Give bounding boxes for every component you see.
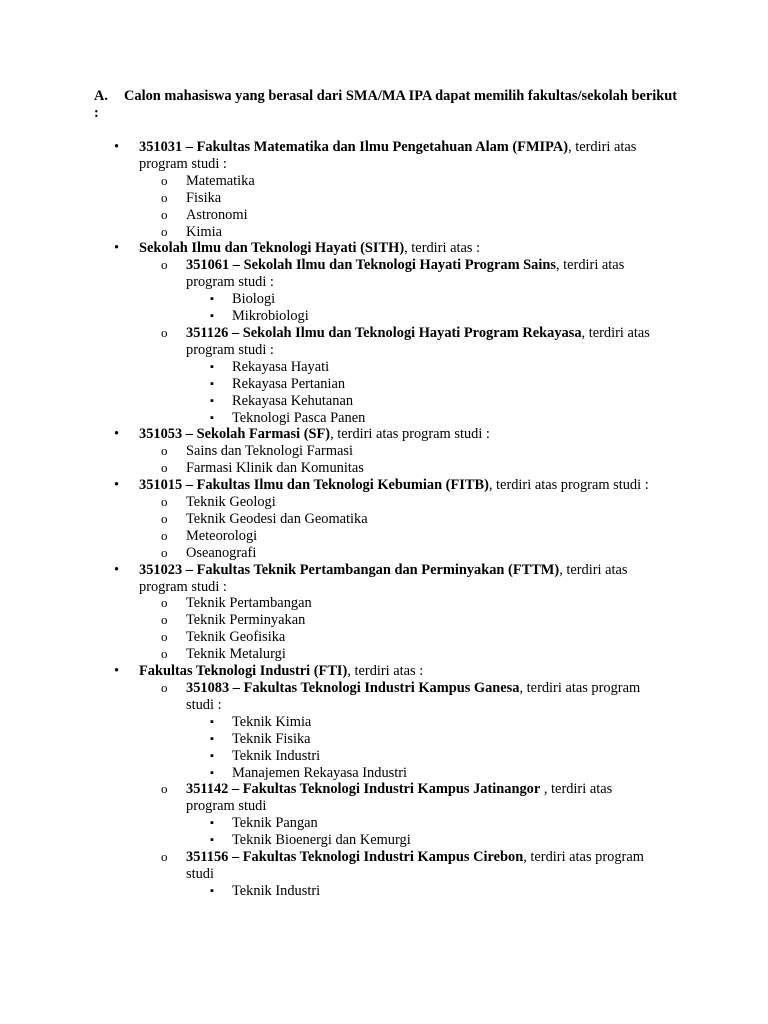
faculty-item-title: 351023 – Fakultas Teknik Pertambangan dan Perminyakan (FTTM)	[139, 561, 560, 578]
sub-faculty-item-suffix: , terdiri atas program studi	[186, 781, 613, 815]
faculty-item-title: 351053 – Sekolah Farmasi (SF)	[139, 426, 331, 443]
program-item-text: Teknik Pertambangan	[186, 595, 312, 612]
bullet-marker: o	[161, 629, 168, 645]
program-item	[0, 731, 662, 748]
bullet-marker: o	[161, 257, 168, 273]
bullet-marker: ▪	[210, 360, 214, 373]
program-item	[0, 410, 662, 427]
program-item-text: Fisika	[186, 189, 222, 206]
program-item-text: Sains dan Teknologi Farmasi	[186, 443, 354, 460]
bullet-marker: •	[114, 426, 120, 443]
bullet-marker: o	[161, 527, 168, 543]
program-item-text: Mikrobiologi	[232, 308, 309, 325]
bullet-marker: o	[161, 223, 168, 239]
bullet-marker: ▪	[210, 411, 214, 424]
bullet-marker: o	[161, 443, 168, 459]
program-item	[0, 376, 662, 393]
program-item-text: Rekayasa Pertanian	[232, 375, 346, 392]
program-item-text: Matematika	[186, 172, 255, 189]
bullet-marker: ▪	[210, 293, 214, 306]
sub-faculty-item-title: 351156 – Fakultas Teknologi Industri Kampus Cirebon	[186, 849, 524, 866]
sub-faculty-item	[0, 781, 658, 815]
program-item	[0, 224, 658, 241]
program-item	[0, 173, 658, 190]
program-item	[0, 832, 662, 849]
sub-faculty-item-suffix: , terdiri atas program studi :	[186, 257, 625, 291]
sub-faculty-item-suffix: , terdiri atas program studi :	[186, 680, 641, 713]
sub-faculty-item	[0, 680, 658, 714]
sub-faculty-item	[0, 257, 658, 291]
program-item	[0, 207, 658, 224]
faculty-item-title: 351015 – Fakultas Ilmu dan Teknologi Kebumian (FITB)	[139, 477, 489, 494]
faculty-item	[0, 663, 659, 680]
sub-faculty-item	[0, 325, 658, 359]
program-item	[0, 765, 662, 782]
faculty-item-title: 351031 – Fakultas Matematika dan Ilmu Pengetahuan Alam (FMIPA)	[139, 139, 569, 155]
faculty-item-title: Sekolah Ilmu dan Teknologi Hayati (SITH)	[139, 240, 405, 257]
bullet-marker: o	[161, 595, 168, 611]
sub-faculty-item-suffix: , terdiri atas program studi :	[186, 324, 650, 358]
program-item	[0, 528, 658, 545]
faculty-item	[0, 562, 659, 596]
bullet-marker: ▪	[210, 377, 214, 390]
program-item-text: Biologi	[232, 291, 276, 308]
program-item-text: Meteorologi	[186, 527, 258, 544]
bullet-marker: •	[114, 139, 120, 155]
bullet-marker: o	[161, 172, 168, 188]
program-item-text: Teknik Pangan	[232, 815, 318, 832]
faculty-item-suffix: , terdiri atas program studi :	[488, 477, 649, 494]
faculty-item-title: Fakultas Teknologi Industri (FTI)	[139, 663, 348, 680]
faculty-item-suffix: , terdiri atas :	[404, 240, 481, 257]
faculty-item	[0, 477, 659, 494]
bullet-marker: o	[161, 680, 168, 695]
program-item	[0, 291, 662, 308]
program-item-text: Teknik Metalurgi	[186, 646, 286, 663]
bullet-marker: •	[114, 477, 120, 494]
program-item	[0, 494, 658, 511]
bullet-marker: ▪	[210, 749, 214, 762]
program-item-text: Teknik Geodesi dan Geomatika	[186, 510, 368, 527]
bullet-marker: ▪	[210, 817, 214, 830]
bullet-marker: o	[161, 612, 168, 628]
bullet-marker: o	[161, 324, 168, 340]
program-item-text: Teknik Fisika	[232, 730, 311, 747]
program-item-text: Oseanografi	[186, 544, 257, 561]
program-item	[0, 443, 658, 460]
program-item-text: Kimia	[186, 223, 222, 240]
program-item	[0, 393, 662, 410]
bullet-marker: o	[161, 206, 168, 222]
faculty-item	[0, 240, 659, 257]
bullet-marker: o	[161, 494, 168, 510]
bullet-marker: ▪	[210, 766, 214, 779]
bullet-marker: o	[161, 849, 168, 865]
faculty-item-suffix: , terdiri atas :	[347, 663, 424, 680]
bullet-marker: ▪	[210, 732, 214, 745]
program-item-text: Teknologi Pasca Panen	[232, 409, 366, 426]
bullet-marker: ▪	[210, 394, 214, 407]
program-item-text: Teknik Bioenergi dan Kemurgi	[232, 832, 411, 849]
program-item	[0, 595, 658, 612]
bullet-marker: ▪	[210, 715, 214, 728]
program-item-text: Teknik Perminyakan	[186, 612, 306, 629]
program-item	[0, 748, 662, 765]
program-item-text: Teknik Geofisika	[186, 629, 286, 646]
bullet-marker: o	[161, 460, 168, 476]
bullet-marker: •	[114, 663, 120, 680]
program-item	[0, 460, 658, 477]
program-item-text: Astronomi	[186, 206, 248, 223]
faculty-item-suffix: , terdiri atas program studi :	[139, 561, 628, 595]
bullet-marker: o	[161, 646, 168, 662]
faculty-item	[0, 139, 659, 173]
faculty-item	[0, 426, 659, 443]
bullet-marker: o	[161, 510, 168, 526]
bullet-marker: ▪	[210, 834, 214, 847]
bullet-marker: ▪	[210, 884, 214, 897]
sub-faculty-item-title: 351126 – Sekolah Ilmu dan Teknologi Hayati Program Rekayasa	[186, 324, 582, 341]
faculty-list	[0, 139, 768, 900]
bullet-marker: o	[161, 544, 168, 560]
program-item	[0, 190, 658, 207]
program-item-text: Rekayasa Kehutanan	[232, 392, 354, 409]
program-item	[0, 359, 662, 376]
program-item	[0, 545, 658, 562]
program-item-text: Teknik Kimia	[232, 713, 312, 730]
sub-faculty-item	[0, 849, 658, 883]
sub-faculty-item-suffix: , terdiri atas program studi	[186, 849, 644, 882]
program-item-text: Rekayasa Hayati	[232, 358, 330, 375]
sub-faculty-item-title: 351083 – Fakultas Teknologi Industri Kampus Ganesa	[186, 680, 520, 696]
sub-faculty-item-title: 351061 – Sekolah Ilmu dan Teknologi Hayati Program Sains	[186, 257, 556, 274]
section-heading	[94, 88, 684, 122]
program-item	[0, 612, 658, 629]
faculty-item-suffix: , terdiri atas program studi :	[330, 426, 490, 443]
program-item-text: Teknik Industri	[232, 882, 321, 899]
sub-faculty-item-title: 351142 – Fakultas Teknologi Industri Kampus Jatinangor	[186, 781, 541, 798]
bullet-marker: o	[161, 781, 168, 797]
program-item	[0, 883, 662, 900]
program-item	[0, 629, 658, 646]
bullet-marker: •	[114, 561, 120, 578]
program-item	[0, 714, 662, 731]
program-item	[0, 815, 662, 832]
heading-number: A.	[94, 88, 108, 104]
program-item	[0, 646, 658, 663]
bullet-marker: •	[114, 240, 120, 257]
faculty-item-suffix: , terdiri atas program studi :	[139, 139, 637, 172]
program-item-text: Farmasi Klinik dan Komunitas	[186, 460, 364, 477]
program-item-text: Manajemen Rekayasa Industri	[232, 764, 408, 781]
program-item-text: Teknik Geologi	[186, 494, 276, 511]
heading-text: Calon mahasiswa yang berasal dari SMA/MA IPA dapat memilih fakultas/sekolah berikut :	[94, 88, 678, 121]
program-item	[0, 511, 658, 528]
bullet-marker: o	[161, 189, 168, 205]
program-item	[0, 308, 662, 325]
program-item-text: Teknik Industri	[232, 747, 321, 764]
bullet-marker: ▪	[210, 310, 214, 323]
